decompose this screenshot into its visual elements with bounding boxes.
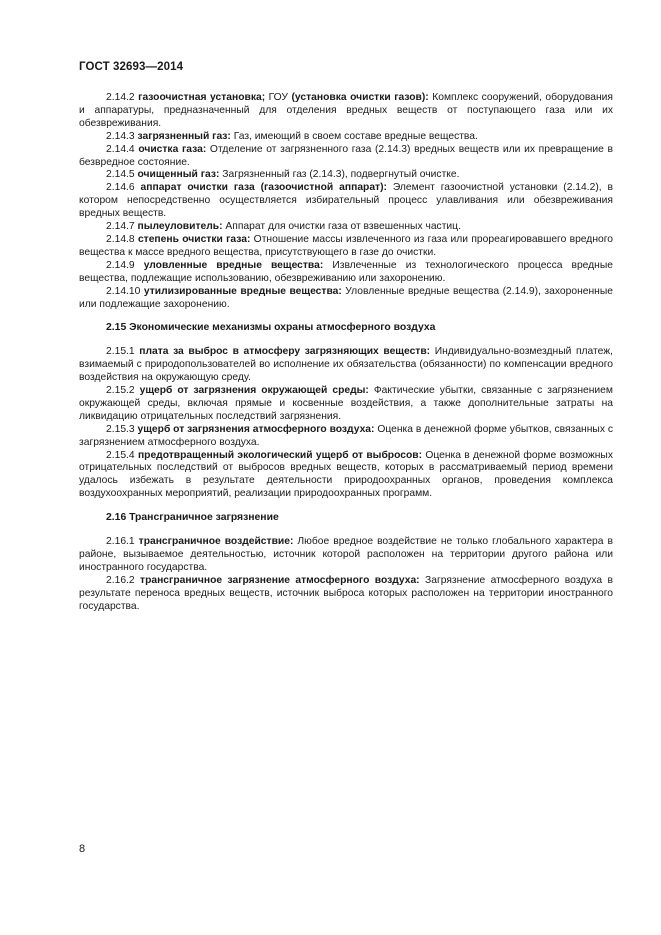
clause-number: 2.14.7 [106,221,135,233]
term: аппарат очистки газа (газоочистной аппарат): [140,182,387,194]
definition-2-16-2 [79,575,613,614]
definition-text: Отношение массы извлеченного из газа или прореагировавшего вредного вещества к массе вредного вещества, присутствующего в газе до очистки. [79,233,613,258]
term: трансграничное воздействие: [138,536,294,548]
term: ущерб от загрязнения атмосферного воздуха: [137,423,375,435]
term-synonym: (установка очистки газов): [291,92,429,103]
document-body [79,92,613,614]
term: очищенный газ: [137,169,220,181]
section-heading-2-16: 2.16 Трансграничное загрязнение [106,512,279,524]
definition-text: Извлеченные из технологического процесса вредные вещества, подлежащие использованию, обезвреживанию или захоронению. [79,259,613,284]
clause-number: 2.16.2 [106,574,135,586]
definition-text: Оценка в денежной форме возможных отрицательных последствий от выбросов вредных веществ, которых в рассматриваемый период времени удалось избежать в результате деятельности природоохранных органов, проведения комплекса воздухоохранных мероприятий, реализации природоохранных программ. [79,449,613,500]
clause-number: 2.15.4 [106,449,135,461]
definition-2-14-2 [79,92,613,131]
definition-2-14-5 [79,169,613,182]
definition-text: Отделение от загрязненного газа (2.14.3) вредных веществ или их превращение в безвредное состояние. [79,143,613,168]
definition-text: Уловленные вредные вещества (2.14.9), захороненные или подлежащие захоронению. [79,285,613,310]
definition-text: Газ, имеющий в своем составе вредные вещества. [230,130,478,142]
clause-number: 2.14.10 [106,285,141,297]
definition-2-14-8 [79,234,613,260]
definition-text: Аппарат для очистки газа от взвешенных частиц. [222,221,461,233]
term: утилизированные вредные вещества: [143,285,342,297]
clause-number: 2.15.1 [106,346,135,358]
term: трансграничное загрязнение атмосферного воздуха: [140,574,420,586]
definition-2-14-6 [79,182,613,221]
definition-2-15-1 [79,346,613,385]
definition-text: Загрязнение атмосферного воздуха в результате переноса вредных веществ, источник выброса которых расположен на территории иностранного государства. [79,574,613,612]
definition-2-16-1 [79,536,613,575]
term: предотвращенный экологический ущерб от выбросов: [137,449,423,461]
definition-2-14-10 [79,286,613,312]
term: плата за выброс в атмосферу загрязняющих веществ: [139,346,431,358]
definition-2-14-4 [79,144,613,170]
definition-text: Индивидуально-возмездный платеж, взимаемый с природопользователей во исполнение их обязательства (обязанности) по компенсации вредного воздействия на окружающую среду. [79,346,613,384]
clause-number: 2.14.8 [106,233,135,245]
clause-number: 2.14.5 [106,169,135,181]
clause-number: 2.16.1 [106,536,135,548]
definition-text: Фактические убытки, связанные с загрязнением окружающей среды, включая прямые и косвенные воздействия, а также дополнительные затраты на ликвидацию отрицательных последствий загрязнения. [79,385,613,422]
clause-number: 2.15.2 [106,385,135,397]
definition-text: Комплекс сооружений, оборудования и аппаратуры, предназначенный для отделения вредных веществ от поступающего газа или их обезвреживания. [79,92,613,129]
definition-text: Оценка в денежной форме убытков, связанных с загрязнением атмосферного воздуха. [79,423,613,448]
term: газоочистная установка; [138,92,266,103]
definition-2-15-2 [79,385,613,424]
term-abbreviation: ГОУ [265,92,292,103]
definition-text: Загрязненный газ (2.14.3), подвергнутый очистке. [219,169,460,181]
page-number: 8 [79,843,86,855]
clause-number: 2.14.4 [106,143,135,155]
clause-number: 2.15.3 [106,423,135,435]
clause-number: 2.14.2 [106,92,135,103]
definition-2-14-3 [79,131,613,144]
definition-2-14-7 [79,221,613,234]
term: пылеуловитель: [137,221,223,233]
definition-2-15-4 [79,450,613,502]
clause-number: 2.14.9 [106,259,135,271]
section-heading-2-15: 2.15 Экономические механизмы охраны атмосферного воздуха [106,322,436,334]
term: загрязненный газ: [137,130,231,142]
definition-text: Элемент газоочистной установки (2.14.2), в котором непосредственно осуществляется избирательный процесс улавливания или обезвреживания вредных веществ. [79,182,613,220]
term: ущерб от загрязнения окружающей среды: [139,385,369,397]
definition-2-14-9 [79,260,613,286]
definition-text: Любое вредное воздействие не только глобального характера в районе, вызываемое деятельностью, источник которой расположен на территории другого района или иностранного государства. [79,536,613,573]
term: уловленные вредные вещества: [143,259,324,271]
clause-number: 2.14.3 [106,130,135,142]
term: очистка газа: [138,143,207,155]
document-code-header: ГОСТ 32693—2014 [79,61,184,73]
term: степень очистки газа: [137,233,251,245]
definition-2-15-3 [79,424,613,450]
clause-number: 2.14.6 [106,182,135,194]
